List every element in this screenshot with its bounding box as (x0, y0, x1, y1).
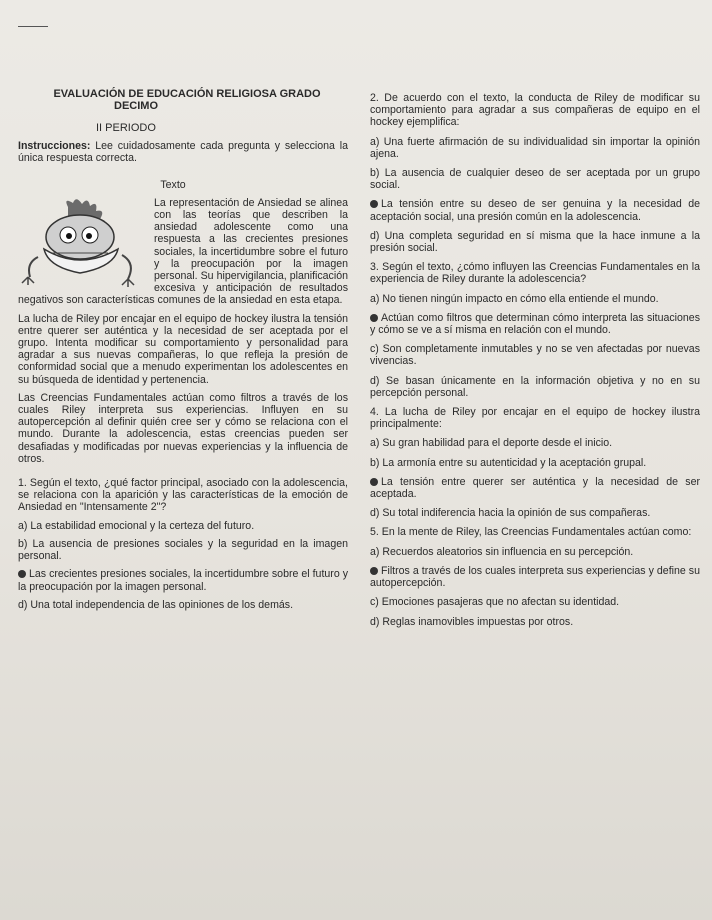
question-3-option-b[interactable] (370, 312, 700, 336)
question-1-option-d[interactable]: d) Una total independencia de las opiniones de los demás. (18, 598, 294, 611)
question-4-option-c-text: La tensión entre querer ser auténtica y la necesidad de ser aceptada. (370, 475, 700, 501)
question-1-option-a[interactable]: a) La estabilidad emocional y la certeza del futuro. (18, 519, 255, 532)
reading-block (18, 197, 348, 465)
reading-paragraph-2: La lucha de Riley por encajar en el equipo de hockey ilustra la tensión entre querer ser auténtica y la necesidad de ser aceptada por el grupo. Intenta modificar su comportamiento y personalidad para agradar a sus nuevas compañeras, lo que refleja la presión de conformidad social que a menudo experimentan los adolescentes en su búsqueda de identidad y pertenencia. (18, 312, 348, 386)
period-label: II PERIODO (96, 122, 156, 134)
question-4-option-d[interactable]: d) Su total indiferencia hacia la opinión de sus compañeras. (370, 507, 651, 520)
question-5-text: 5. En la mente de Riley, las Creencias Fundamentales actúan como: (370, 526, 692, 539)
right-column (370, 92, 700, 635)
instructions-label: Instrucciones: (18, 140, 91, 153)
question-4-option-c[interactable] (370, 476, 700, 500)
anxiety-character-icon (18, 197, 146, 289)
selected-mark-icon (370, 314, 378, 322)
question-1-option-c-text: Las crecientes presiones sociales, la incertidumbre sobre el futuro y la preocupación por la imagen personal. (18, 568, 348, 593)
question-3-option-d[interactable]: d) Se basan únicamente en la información objetiva y no en su percepción personal. (370, 374, 700, 399)
title-line-2: DECIMO (114, 100, 158, 112)
reading-paragraph-1: La representación de Ansiedad se alinea con las teorías que describen la ansiedad adolescente como una respuesta a las crecientes presiones sociales, la incertidumbre sobre el futuro y la preocupación por la imagen personal. Su hipervigilancia, planificación excesiva y anticipación de resultados negativos son características comunes de la ansiedad en esta etapa. (18, 196, 348, 307)
question-4-option-a[interactable]: a) Su gran habilidad para el deporte desde el inicio. (370, 437, 613, 450)
question-2-option-d[interactable]: d) Una completa seguridad en sí misma que la hace inmune a la presión social. (370, 229, 700, 255)
question-2-option-c[interactable] (370, 198, 700, 222)
reading-paragraph-3: Las Creencias Fundamentales actúan como filtros a través de los cuales Riley interpreta sus experiencias. Influyen en su autopercepción al definir quién cree ser y cómo se relaciona con el mundo. Durante la adolescencia, estas creencias pueden ser desafiadas y modificadas por nuevas experiencias y la influencia de otros. (18, 391, 348, 465)
question-3-text: 3. Según el texto, ¿cómo influyen las Creencias Fundamentales en la experiencia de Riley durante la adolescencia? (370, 261, 700, 286)
question-5-option-b[interactable] (370, 565, 700, 589)
exam-title (18, 88, 348, 112)
question-2-text: 2. De acuerdo con el texto, la conducta de Riley de modificar su comportamiento para agradar a sus compañeras de equipo en el hockey ejemplifica: (370, 92, 700, 129)
question-3-option-b-text: Actúan como filtros que determinan cómo interpreta las situaciones y cómo se ve a sí misma en relación con el mundo. (370, 311, 700, 337)
question-1-text: 1. Según el texto, ¿qué factor principal, asociado con la adolescencia, se relaciona con la aparición y las características de la emoción de Ansiedad en "Intensamente 2"? (18, 477, 348, 514)
instructions-text: Lee cuidadosamente cada pregunta y selecciona la única respuesta correcta. (18, 140, 348, 165)
title-line-1: EVALUACIÓN DE EDUCACIÓN RELIGIOSA GRADO (53, 88, 321, 100)
question-1-option-b[interactable]: b) La ausencia de presiones sociales y la seguridad en la imagen personal. (18, 537, 348, 563)
selected-mark-icon (18, 570, 26, 578)
question-1-option-c[interactable] (18, 568, 348, 592)
selected-mark-icon (370, 200, 378, 208)
question-3-option-c[interactable]: c) Son completamente inmutables y no se ven afectadas por nuevas vivencias. (370, 343, 700, 368)
question-5-option-d[interactable]: d) Reglas inamovibles impuestas por otros. (370, 615, 574, 628)
question-5-option-a[interactable]: a) Recuerdos aleatorios sin influencia en su percepción. (370, 545, 634, 558)
selected-mark-icon (370, 567, 378, 575)
question-2-option-c-text: La tensión entre su deseo de ser genuina y la necesidad de aceptación social, una presión común en la adolescencia. (370, 198, 700, 223)
selected-mark-icon (370, 478, 378, 486)
question-4-option-b[interactable]: b) La armonía entre su autenticidad y la aceptación grupal. (370, 456, 647, 469)
question-4-text: 4. La lucha de Riley por encajar en el equipo de hockey ilustra principalmente: (370, 406, 700, 431)
question-3-option-a[interactable]: a) No tienen ningún impacto en cómo ella entiende el mundo. (370, 292, 659, 305)
question-2-option-a[interactable]: a) Una fuerte afirmación de su individualidad sin importar la opinión ajena. (370, 135, 700, 160)
instructions (18, 140, 348, 164)
left-column (18, 88, 348, 617)
top-rule (18, 26, 48, 27)
question-5-option-c[interactable]: c) Emociones pasajeras que no afectan su identidad. (370, 596, 620, 609)
question-2-option-b[interactable]: b) La ausencia de cualquier deseo de ser aceptada por un grupo social. (370, 167, 700, 192)
reading-heading: Texto (160, 178, 186, 191)
question-5-option-b-text: Filtros a través de los cuales interpreta sus experiencias y define su autopercepción. (370, 564, 700, 590)
